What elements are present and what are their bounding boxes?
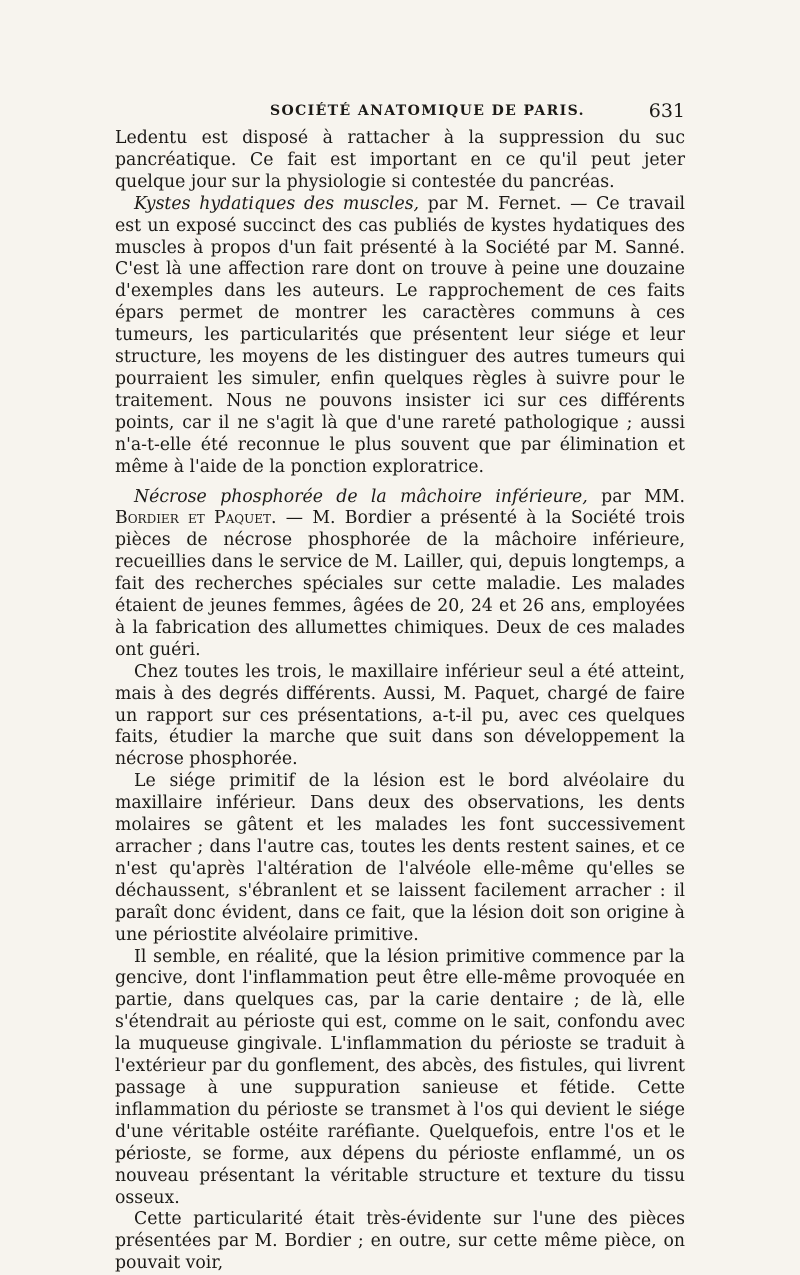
paragraph-particularite [115, 1209, 685, 1275]
paragraph-text: . — M. Bordier a présenté à la Société trois pièces de nécrose phosphorée de la mâchoire inférieure, recueillies dans le service de M. Lailler, qui, depuis longtemps, a fait des recherches spéciales sur cette maladie. Les malades étaient de jeunes femmes, âgées de 20, 24 et 26 ans, employées à la fabrication des allumettes chimiques. Deux de ces malades ont guéri. [115, 508, 685, 660]
paragraph-text: par MM. [587, 486, 685, 507]
paragraph-text: Ledentu est disposé à rattacher à la suppression du suc pancréatique. Ce fait est important en ce qu'il peut jeter quelque jour sur la physiologie si contestée du pancréas. [115, 128, 685, 192]
paragraph-siege [115, 771, 685, 946]
paragraph-maxillaire [115, 662, 685, 772]
paragraph-text: Chez toutes les trois, le maxillaire inférieur seul a été atteint, mais à des degrés différents. Aussi, M. Paquet, chargé de faire un rapport sur ces présentations, a-t-il pu, avec ces quelques faits, étudier la marche que suit dans son développement la nécrose phosphorée. [115, 661, 685, 770]
running-head: SOCIÉTÉ ANATOMIQUE DE PARIS. [270, 103, 585, 119]
section-title: Nécrose phosphorée de la mâchoire inférieure, [134, 486, 588, 507]
paragraph-text: Cette particularité était très-évidente sur l'une des pièces présentées par M. Bordier ; en outre, sur cette même pièce, on pouvait voir, [115, 1209, 685, 1274]
page-header [115, 100, 685, 122]
paragraph-text: par M. Fernet. — Ce travail est un exposé succinct des cas publiés de kystes hydatiques des muscles à propos d'un fait présenté à la Société par M. Sanné. C'est là une affection rare dont on trouve à peine une douzaine d'exemples dans les auteurs. Le rapprochement de ces faits épars permet de montrer les caractères communs à ces tumeurs, les particularités que présentent leur siége et leur structure, les moyens de les distinguer des autres tumeurs qui pourraient les simuler, enfin quelques règles à suivre pour le traitement. Nous ne pouvons insister ici sur ces différents points, car il ne s'agit là que d'une rareté pathologique ; aussi n'a-t-elle été reconnue le plus souvent que par élimination et même à l'aide de la ponction exploratrice. [115, 193, 686, 477]
paragraph-kystes [115, 194, 685, 479]
paragraph-necrose [115, 487, 685, 662]
paragraph-text: Il semble, en réalité, que la lésion primitive commence par la gencive, dont l'inflammation peut être elle-même provoquée en partie, dans quelques cas, par la carie dentaire ; de là, elle s'étendrait au périoste qui est, comme on le sait, confondu avec la muqueuse gingivale. L'inflammation du périoste se traduit à l'extérieur par du gonflement, des abcès, des fistules, qui livrent passage à une suppuration sanieuse et fétide. Cette inflammation du périoste se transmet à l'os qui devient le siége d'une véritable ostéite raréfiante. Quelquefois, entre l'os et le périoste, se forme, aux dépens du périoste enflammé, un os nouveau présentant la véritable structure et texture du tissu osseux. [115, 946, 685, 1208]
body-text [115, 128, 685, 1275]
paragraph-text: Le siége primitif de la lésion est le bord alvéolaire du maxillaire inférieur. Dans deux des observations, les dents molaires se gâtent et les malades les font successivement arracher ; dans l'autre cas, toutes les dents restent saines, et ce n'est qu'après l'altération de l'alvéole elle-même qu'elles se déchaussent, s'ébranlent et se laissent facilement arracher : il paraît donc évident, dans ce fait, que la lésion doit son origine à une périostite alvéolaire primitive. [115, 771, 685, 945]
authors: Bordier et Paquet [115, 508, 272, 529]
section-title: Kystes hydatiques des muscles, [134, 193, 420, 214]
page-number: 631 [648, 100, 685, 122]
paragraph-gencive [115, 947, 685, 1210]
paragraph-pancreas [115, 128, 685, 194]
